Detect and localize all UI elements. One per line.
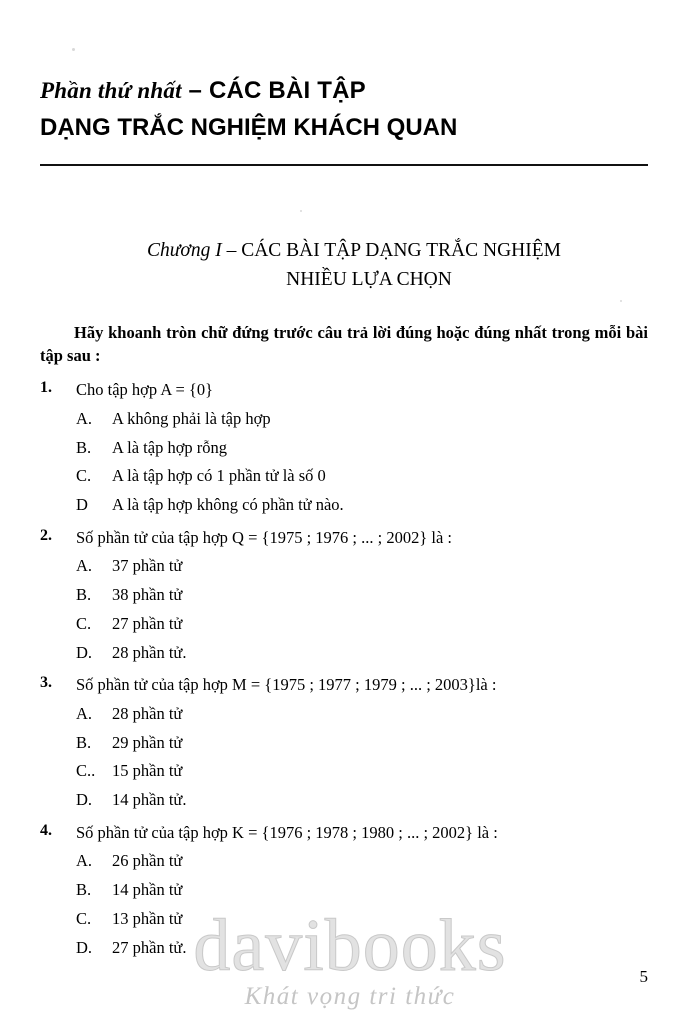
option-item[interactable] — [40, 908, 648, 930]
option-text: 13 phần tử — [112, 908, 183, 928]
title-line-1 — [40, 74, 648, 107]
option-text: 37 phần tử — [112, 556, 183, 576]
chapter-heading-line-1 — [40, 236, 648, 265]
option-item[interactable] — [40, 732, 648, 754]
chapter-heading — [40, 236, 648, 295]
option-text: 28 phần tử — [112, 703, 183, 723]
scan-speck — [72, 48, 75, 51]
option-letter: D. — [76, 790, 93, 810]
option-letter: C. — [76, 466, 92, 486]
title-part-bold: CÁC BÀI TẬP — [208, 77, 366, 104]
instruction-text — [40, 321, 648, 369]
option-item[interactable] — [40, 584, 648, 606]
option-item[interactable] — [40, 642, 648, 664]
question-text: Số phần tử của tập hợp K = {1976 ; 1978 ; 1980 ; ... ; 2002} là : — [76, 822, 498, 842]
option-item[interactable] — [40, 408, 648, 430]
question-number: 2. — [40, 526, 52, 544]
question-text: Cho tập hợp A = {0} — [76, 380, 214, 400]
title-line-2: DẠNG TRẮC NGHIỆM KHÁCH QUAN — [40, 114, 458, 141]
question-list — [40, 379, 648, 958]
option-item[interactable] — [40, 937, 648, 959]
chapter-title-rest: CÁC BÀI TẬP DẠNG TRẮC NGHIỆM — [241, 240, 561, 261]
option-list — [40, 703, 648, 811]
option-letter: C. — [76, 908, 92, 928]
option-item[interactable] — [40, 494, 648, 516]
option-letter: B. — [76, 880, 92, 900]
scan-speck — [620, 300, 622, 302]
question-number: 4. — [40, 821, 52, 839]
option-letter: D. — [76, 937, 93, 957]
question-text: Số phần tử của tập hợp Q = {1975 ; 1976 ; ... ; 2002} là : — [76, 527, 452, 547]
question-head — [40, 674, 648, 695]
option-letter: A. — [76, 556, 93, 576]
option-text: A là tập hợp rỗng — [112, 437, 228, 457]
question-item — [40, 379, 648, 516]
option-item[interactable] — [40, 760, 648, 782]
question-head — [40, 527, 648, 548]
option-item[interactable] — [40, 703, 648, 725]
option-text: A không phải là tập hợp — [112, 408, 271, 428]
option-letter: D. — [76, 642, 93, 662]
title-divider — [40, 164, 648, 166]
question-number: 3. — [40, 674, 52, 692]
option-letter: D — [76, 495, 88, 515]
watermark-title: davibooks — [193, 904, 507, 987]
option-list — [40, 555, 648, 663]
chapter-heading-line-2: NHIỀU LỰA CHỌN — [286, 269, 452, 291]
option-text: A là tập hợp có 1 phần tử là số 0 — [112, 466, 326, 486]
chapter-dash: – — [221, 240, 242, 261]
question-item — [40, 674, 648, 811]
option-letter: B. — [76, 732, 92, 752]
instruction-line-1: Hãy khoanh tròn chữ đứng trước câu trả lời đúng hoặc đúng nhất trong mỗi — [74, 322, 622, 342]
option-text: 15 phần tử — [112, 761, 183, 781]
title-dash: – — [181, 77, 209, 104]
scan-speck — [300, 210, 302, 212]
option-text: 14 phần tử. — [112, 790, 187, 810]
option-list — [40, 408, 648, 516]
option-letter: C. — [76, 613, 92, 633]
option-text: 38 phần tử — [112, 585, 183, 605]
option-item[interactable] — [40, 555, 648, 577]
watermark-subtitle: Khát vọng tri thức — [244, 983, 456, 1010]
option-item[interactable] — [40, 437, 648, 459]
option-letter: A. — [76, 703, 93, 723]
option-letter: C.. — [76, 761, 96, 781]
title-part-italic: Phần thứ nhất — [40, 78, 182, 103]
option-item[interactable] — [40, 879, 648, 901]
option-item[interactable] — [40, 465, 648, 487]
question-text: Số phần tử của tập hợp M = {1975 ; 1977 ; 1979 ; ... ; 2003}là : — [76, 675, 497, 695]
chapter-label: Chương I — [147, 240, 222, 261]
page-number: 5 — [639, 967, 648, 986]
instruction-line-2: bài tập sau : — [40, 322, 648, 366]
option-list — [40, 850, 648, 958]
option-letter: A. — [76, 408, 93, 428]
question-head — [40, 822, 648, 843]
option-text: 27 phần tử — [112, 613, 183, 633]
option-letter: A. — [76, 851, 93, 871]
option-letter: B. — [76, 585, 92, 605]
question-head — [40, 379, 648, 400]
option-item[interactable] — [40, 850, 648, 872]
option-text: 28 phần tử. — [112, 642, 187, 662]
question-item — [40, 822, 648, 959]
option-item[interactable] — [40, 613, 648, 635]
option-text: A là tập hợp không có phần tử nào. — [112, 495, 344, 515]
option-letter: B. — [76, 437, 92, 457]
option-text: 14 phần tử — [112, 880, 183, 900]
option-item[interactable] — [40, 789, 648, 811]
question-item — [40, 527, 648, 664]
document-title-block — [40, 74, 648, 166]
option-text: 26 phần tử — [112, 851, 183, 871]
question-number: 1. — [40, 379, 52, 397]
option-text: 29 phần tử — [112, 732, 183, 752]
option-text: 27 phần tử. — [112, 937, 187, 957]
